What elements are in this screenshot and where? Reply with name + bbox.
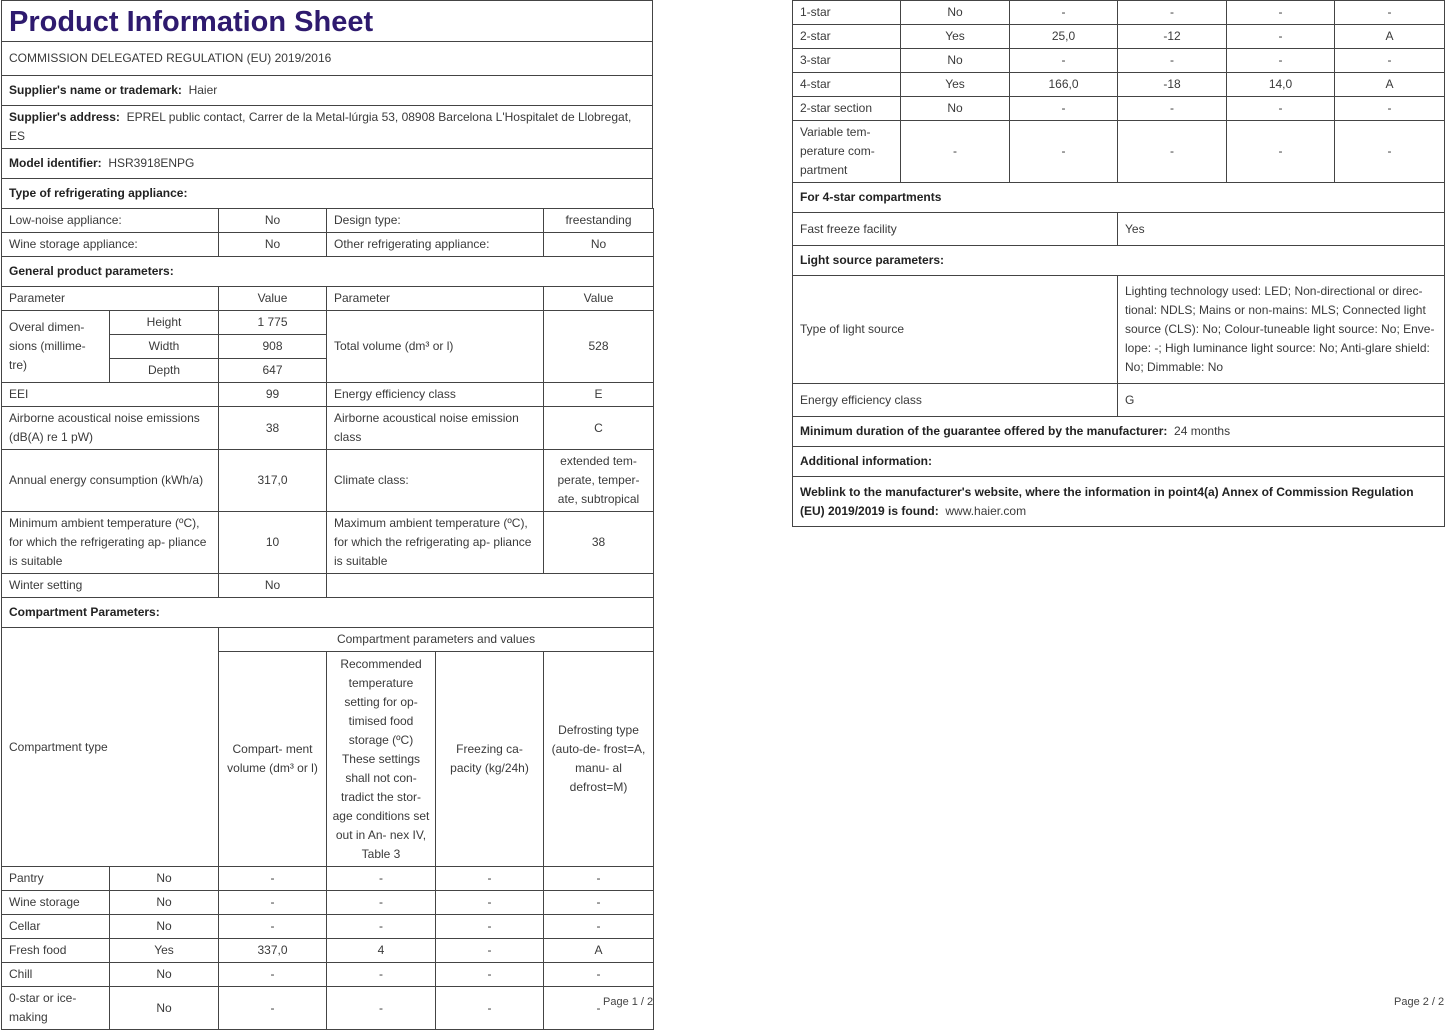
design-type-label: Design type: (327, 209, 544, 233)
guarantee-label: Minimum duration of the guarantee offered by the manufacturer: (800, 424, 1168, 438)
other-appliance-value: No (544, 233, 654, 257)
light-type-value: Lighting technology used: LED; Non-directional or direc- tional: NDLS; Mains or non-mains: MLS; Connected light source (CLS): No; Colour-tuneable light source: No; Enve- lope: -; High luminance light source: No; Anti-glare shield: No; Dimmable: No (1118, 276, 1445, 384)
compartment-defrost: - (544, 987, 654, 1030)
eei-label: EEI (2, 383, 219, 407)
compartment-table-continued (792, 0, 1445, 183)
compartment-freeze: - (436, 915, 544, 939)
col-parameter: Parameter (2, 287, 219, 311)
compartment-volume: - (219, 915, 327, 939)
winter-setting-label: Winter setting (2, 574, 219, 598)
defrost-type-header: Defrosting type (auto-de- frost=A, manu- al defrost=M) (544, 652, 654, 867)
noise-class-label: Airborne acoustical noise emission class (327, 407, 544, 450)
compartment-temp: - (1118, 97, 1227, 121)
weblink-row (793, 477, 1445, 527)
weblink-value: www.haier.com (945, 503, 1027, 518)
model-identifier: HSR3918ENPG (108, 156, 195, 170)
energy-class-value: E (544, 383, 654, 407)
compartment-present: Yes (901, 73, 1010, 97)
guarantee-value: 24 months (1174, 424, 1231, 438)
compartment-name: 1-star (793, 1, 901, 25)
compartment-name: Chill (2, 963, 110, 987)
compartment-name: 2-star (793, 25, 901, 49)
sheet-page-1 (1, 0, 653, 1030)
compartment-volume-header: Compart- ment volume (dm³ or l) (219, 652, 327, 867)
compartment-freeze: - (1227, 1, 1335, 25)
compartment-freeze: - (436, 891, 544, 915)
width-value: 908 (219, 335, 327, 359)
compartment-defrost: - (544, 963, 654, 987)
supplier-address-label: Supplier's address: (9, 110, 120, 124)
dimensions-label: Overal dimen- sions (millime- tre) (2, 311, 110, 383)
four-star-heading: For 4-star compartments (793, 183, 1445, 213)
compartment-temp: - (1118, 49, 1227, 73)
compartment-freeze: - (1227, 97, 1335, 121)
compartment-temp: -18 (1118, 73, 1227, 97)
compartment-type-label: Compartment type (2, 628, 219, 867)
compartment-freeze: - (1227, 25, 1335, 49)
compartment-freeze: 14,0 (1227, 73, 1335, 97)
compartment-row (793, 1, 1445, 25)
compartment-row (2, 891, 654, 915)
empty-cell (327, 574, 654, 598)
total-volume-value: 528 (544, 311, 654, 383)
compartment-freeze: - (436, 939, 544, 963)
noise-label: Airborne acoustical noise emissions (dB(A) re 1 pW) (2, 407, 219, 450)
light-class-value: G (1118, 384, 1445, 417)
compartment-defrost: - (1335, 49, 1445, 73)
compartment-name: 3-star (793, 49, 901, 73)
page-title: Product Information Sheet (2, 1, 653, 42)
compartment-volume: - (219, 963, 327, 987)
design-type-value: freestanding (544, 209, 654, 233)
compartment-defrost: A (1335, 73, 1445, 97)
compartment-freeze: - (1227, 121, 1335, 183)
compartment-params-header: Compartment parameters and values (219, 628, 654, 652)
compartment-temp: - (327, 987, 436, 1030)
additional-heading: Additional information: (793, 447, 1445, 477)
total-volume-label: Total volume (dm³ or l) (327, 311, 544, 383)
light-type-label: Type of light source (793, 276, 1118, 384)
fast-freeze-value: Yes (1118, 213, 1445, 246)
compartment-volume: 166,0 (1010, 73, 1118, 97)
fast-freeze-label: Fast freeze facility (793, 213, 1118, 246)
compartment-present: No (110, 915, 219, 939)
compartment-volume: - (219, 867, 327, 891)
compartment-row (793, 25, 1445, 49)
sheet-page-2 (792, 0, 1444, 527)
compartment-volume: - (1010, 121, 1118, 183)
compartment-table (1, 627, 654, 1030)
wine-storage-label: Wine storage appliance: (2, 233, 219, 257)
page-number-2: Page 2 / 2 (1394, 996, 1445, 1008)
compartment-name: 2-star section (793, 97, 901, 121)
compartment-present: No (110, 867, 219, 891)
compartment-temp: - (327, 867, 436, 891)
header-table (1, 0, 653, 209)
recommended-temp-header: Recommended temperature setting for op- timised food storage (ºC) These settings shall not con- tradict the stor- age conditions set out in An- nex IV, Table 3 (327, 652, 436, 867)
guarantee-row (793, 417, 1445, 447)
compartment-temp: - (327, 963, 436, 987)
type-table (1, 208, 654, 287)
model-row (2, 149, 653, 179)
compartment-row (793, 73, 1445, 97)
col-value-2: Value (544, 287, 654, 311)
col-parameter-2: Parameter (327, 287, 544, 311)
weblink-label: Weblink to the manufacturer's website, where the information in point4(a) Annex of Commission Regulation (EU) 2019/2019 is found: (800, 484, 1414, 518)
low-noise-value: No (219, 209, 327, 233)
compartment-volume: 25,0 (1010, 25, 1118, 49)
compartment-present: Yes (901, 25, 1010, 49)
compartment-present: No (110, 891, 219, 915)
page-number-1: Page 1 / 2 (603, 996, 654, 1008)
energy-class-label: Energy efficiency class (327, 383, 544, 407)
height-value: 1 775 (219, 311, 327, 335)
max-temp-label: Maximum ambient temperature (ºC), for which the refrigerating ap- pliance is suitable (327, 512, 544, 574)
compartment-present: No (110, 987, 219, 1030)
wine-storage-value: No (219, 233, 327, 257)
compartment-freeze: - (436, 987, 544, 1030)
compartment-volume: - (1010, 49, 1118, 73)
compartment-volume: - (219, 987, 327, 1030)
compartment-row (2, 915, 654, 939)
compartment-row (2, 987, 654, 1030)
compartment-row (2, 867, 654, 891)
regulation-text: COMMISSION DELEGATED REGULATION (EU) 2019/2016 (2, 42, 653, 76)
compartment-defrost: - (544, 891, 654, 915)
compartment-heading: Compartment Parameters: (2, 598, 654, 628)
supplier-address: EPREL public contact, Carrer de la Metal-lúrgia 53, 08908 Barcelona L'Hospitalet de Llobregat, ES (9, 110, 632, 143)
climate-class-label: Climate class: (327, 450, 544, 512)
compartment-freeze: - (436, 867, 544, 891)
compartment-volume: 337,0 (219, 939, 327, 963)
freezing-capacity-header: Freezing ca- pacity (kg/24h) (436, 652, 544, 867)
low-noise-label: Low-noise appliance: (2, 209, 219, 233)
compartment-defrost: - (544, 867, 654, 891)
general-params-table (1, 286, 654, 628)
supplier-name-label: Supplier's name or trademark: (9, 83, 182, 97)
noise-class-value: C (544, 407, 654, 450)
supplier-name-row (2, 76, 653, 106)
supplier-address-row (2, 106, 653, 149)
annual-energy-label: Annual energy consumption (kWh/a) (2, 450, 219, 512)
compartment-defrost: A (544, 939, 654, 963)
compartment-present: No (901, 49, 1010, 73)
compartment-defrost: - (1335, 121, 1445, 183)
compartment-row (2, 939, 654, 963)
compartment-name: Variable tem- perature com- partment (793, 121, 901, 183)
compartment-volume: - (1010, 97, 1118, 121)
compartment-row (793, 97, 1445, 121)
general-heading: General product parameters: (2, 257, 654, 287)
depth-label: Depth (110, 359, 219, 383)
compartment-present: No (901, 1, 1010, 25)
compartment-freeze: - (1227, 49, 1335, 73)
light-heading: Light source parameters: (793, 246, 1445, 276)
compartment-row (2, 963, 654, 987)
min-temp-value: 10 (219, 512, 327, 574)
compartment-row (793, 49, 1445, 73)
compartment-freeze: - (436, 963, 544, 987)
light-class-label: Energy efficiency class (793, 384, 1118, 417)
compartment-temp: -12 (1118, 25, 1227, 49)
compartment-present: No (901, 97, 1010, 121)
compartment-present: No (110, 963, 219, 987)
compartment-temp: - (327, 915, 436, 939)
compartment-defrost: - (544, 915, 654, 939)
compartment-defrost: A (1335, 25, 1445, 49)
other-appliance-label: Other refrigerating appliance: (327, 233, 544, 257)
annual-energy-value: 317,0 (219, 450, 327, 512)
climate-class-value: extended tem- perate, temper- ate, subtropical (544, 450, 654, 512)
compartment-defrost: - (1335, 97, 1445, 121)
compartment-name: Fresh food (2, 939, 110, 963)
compartment-defrost: - (1335, 1, 1445, 25)
depth-value: 647 (219, 359, 327, 383)
four-star-table (792, 182, 1445, 527)
min-temp-label: Minimum ambient temperature (ºC), for which the refrigerating ap- pliance is suitable (2, 512, 219, 574)
compartment-name: Pantry (2, 867, 110, 891)
noise-value: 38 (219, 407, 327, 450)
compartment-name: 4-star (793, 73, 901, 97)
compartment-volume: - (1010, 1, 1118, 25)
compartment-volume: - (219, 891, 327, 915)
supplier-name: Haier (188, 83, 218, 97)
compartment-temp: 4 (327, 939, 436, 963)
compartment-name: Wine storage (2, 891, 110, 915)
compartment-row (793, 121, 1445, 183)
compartment-present: Yes (110, 939, 219, 963)
compartment-name: Cellar (2, 915, 110, 939)
width-label: Width (110, 335, 219, 359)
max-temp-value: 38 (544, 512, 654, 574)
eei-value: 99 (219, 383, 327, 407)
model-label: Model identifier: (9, 156, 102, 170)
col-value: Value (219, 287, 327, 311)
compartment-temp: - (1118, 1, 1227, 25)
compartment-name: 0-star or ice- making (2, 987, 110, 1030)
compartment-temp: - (327, 891, 436, 915)
height-label: Height (110, 311, 219, 335)
type-heading: Type of refrigerating appliance: (2, 179, 653, 209)
compartment-present: - (901, 121, 1010, 183)
compartment-temp: - (1118, 121, 1227, 183)
winter-setting-value: No (219, 574, 327, 598)
